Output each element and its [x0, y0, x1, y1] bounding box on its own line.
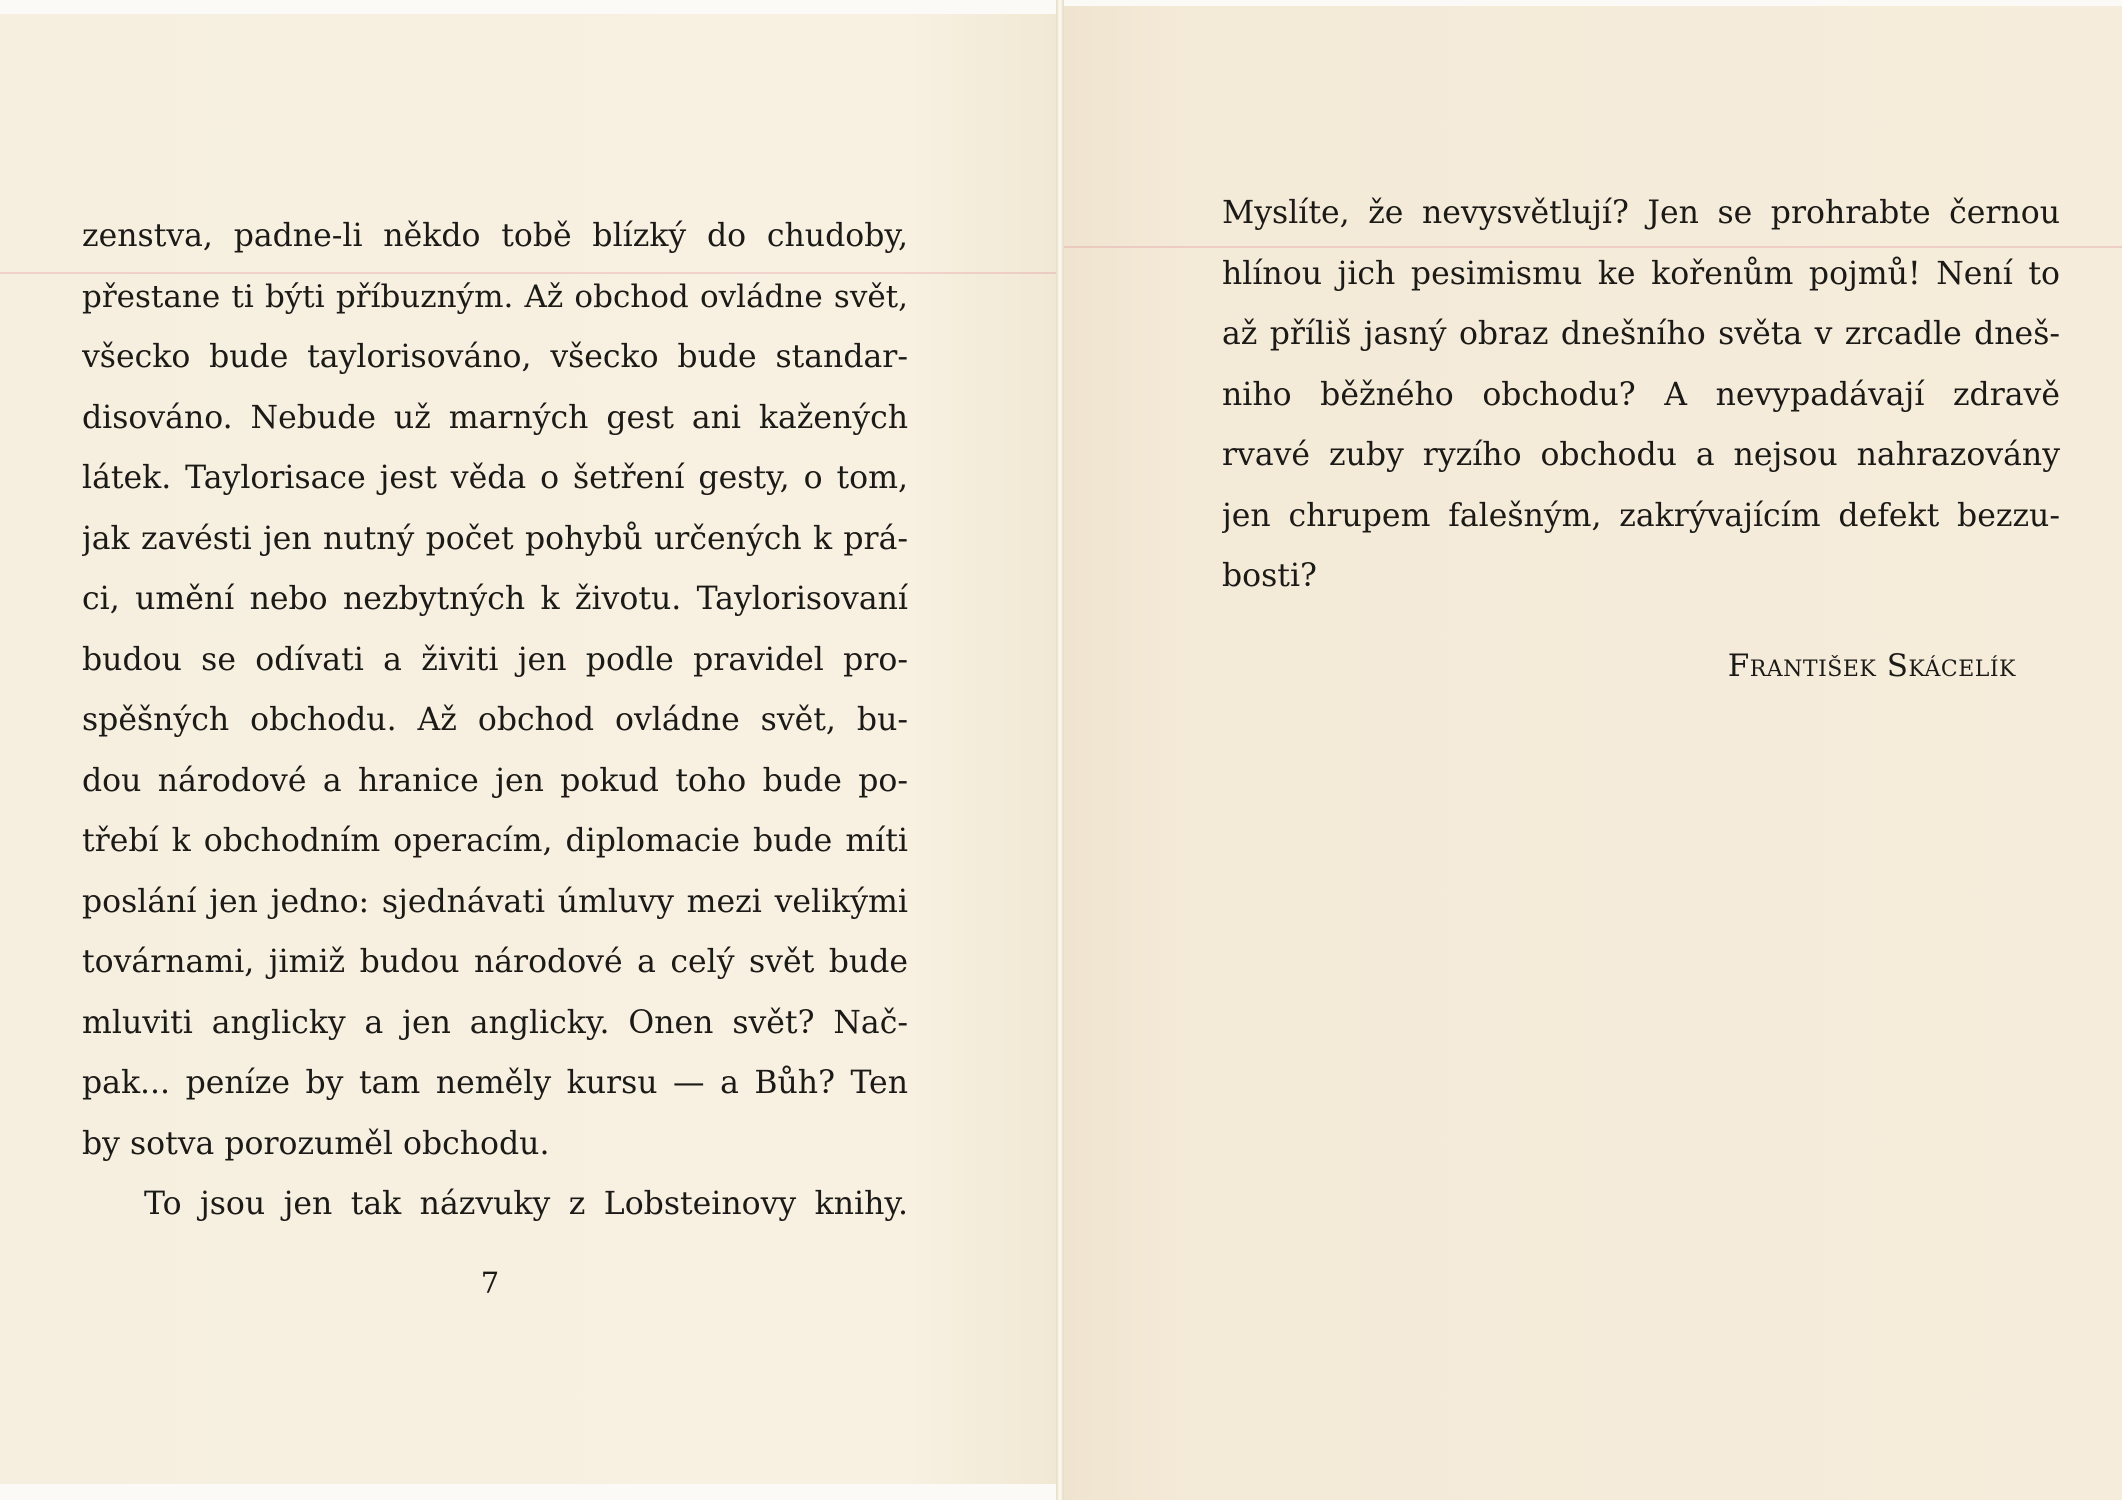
left-page-text	[82, 206, 908, 1235]
text-line: To jsou jen tak názvuky z Lobsteinovy knihy.	[144, 1186, 908, 1222]
author-signature: František Skácelík	[1727, 648, 2016, 684]
text-line: pak... peníze by tam neměly kursu — a Bůh? Ten	[82, 1065, 908, 1101]
text-line: hlínou jich pesimismu ke kořenům pojmů! Není to	[1222, 255, 2060, 292]
right-page-text	[1222, 183, 2060, 607]
text-line: poslání jen jedno: sjednávati úmluvy mezi velikými	[82, 883, 908, 920]
text-line: disováno. Nebude už marných gest ani kažených	[82, 399, 908, 436]
text-line: Myslíte, že nevysvětlují? Jen se prohrabte černou	[1222, 195, 2060, 231]
text-line: jen chrupem falešným, zakrývajícím defekt bezzu-	[1222, 497, 2060, 534]
text-line: budou se odívati a živiti jen podle pravidel pro-	[82, 641, 908, 678]
text-line: by sotva porozuměl obchodu.	[82, 1125, 550, 1162]
text-line: spěšných obchodu. Až obchod ovládne svět, bu-	[82, 702, 908, 738]
text-line: jak zavésti jen nutný počet pohybů určených k prá-	[82, 520, 908, 557]
text-line: niho běžného obchodu? A nevypadávají zdravě	[1222, 376, 2060, 413]
text-line: továrnami, jimiž budou národové a celý svět bude	[82, 944, 908, 980]
text-line: až příliš jasný obraz dnešního světa v zrcadle dneš-	[1222, 316, 2060, 352]
text-line: látek. Taylorisace jest věda o šetření gesty, o tom,	[82, 460, 908, 496]
text-line: ci, umění nebo nezbytných k životu. Taylorisovaní	[82, 581, 908, 617]
text-line: přestane ti býti příbuzným. Až obchod ovládne svět,	[82, 278, 908, 315]
text-line: mluviti anglicky a jen anglicky. Onen svět? Nač-	[82, 1004, 908, 1041]
text-line: dou národové a hranice jen pokud toho bude po-	[82, 762, 908, 799]
page-number: 7	[480, 1266, 500, 1300]
text-line: bosti?	[1222, 558, 1317, 594]
book-gutter	[1056, 0, 1064, 1500]
text-line: rvavé zuby ryzího obchodu a nejsou nahrazovány	[1222, 437, 2060, 473]
text-line: třebí k obchodním operacím, diplomacie bude míti	[82, 823, 908, 859]
text-line: všecko bude taylorisováno, všecko bude standar-	[82, 339, 908, 375]
text-line: zenstva, padne-li někdo tobě blízký do chudoby,	[82, 218, 908, 254]
